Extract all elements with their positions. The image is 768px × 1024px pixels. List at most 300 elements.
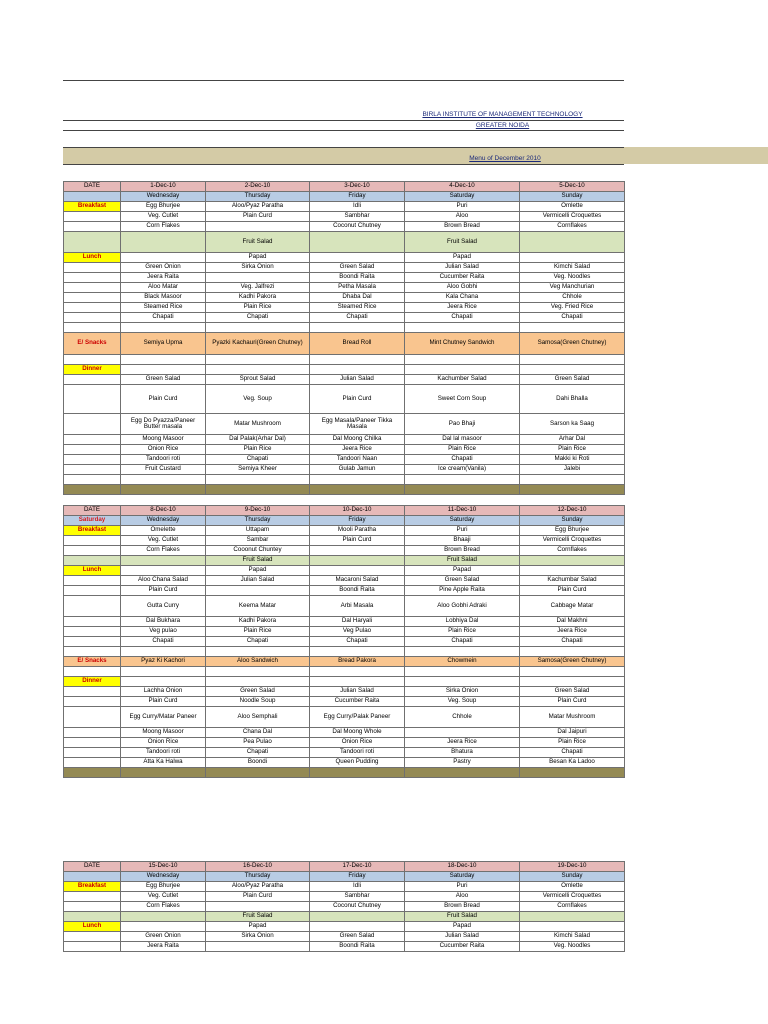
dish-cell [310,912,405,922]
row-label [64,313,121,323]
row-label [64,414,121,435]
dish-cell: Cornflakes [520,902,625,912]
dish-cell [520,912,625,922]
dish-cell: Dal Haryali [310,617,405,627]
row-label: DATE [64,182,121,192]
dish-cell: Boondi Raita [310,942,405,952]
dish-cell: Fruit Salad [405,556,520,566]
menu-row [64,677,625,687]
dish-cell: Kachumber Salad [405,375,520,385]
dish-cell: Sirka Onion [206,263,310,273]
row-label [64,485,121,495]
dish-cell [206,942,310,952]
dish-cell: Plain Rice [206,303,310,313]
dish-cell: Green Salad [520,375,625,385]
date-cell: 10-Dec-10 [310,506,405,516]
menu-row [64,283,625,293]
meal-label: Dinner [64,365,121,375]
dish-cell: Arhar Dal [520,435,625,445]
dish-cell: Steamed Rice [121,303,206,313]
row-label: Saturday [64,516,121,526]
menu-title: Menu of December 2010 [469,155,541,162]
dish-cell: Egg Bhurjee [121,202,206,212]
dish-cell: Aloo [405,212,520,222]
dish-cell: Vermicelli Croquettes [520,892,625,902]
menu-row [64,942,625,952]
dish-cell: Chapati [520,637,625,647]
dish-cell: Fruit Salad [206,912,310,922]
dish-cell [310,677,405,687]
dish-cell: Pea Pulao [206,738,310,748]
menu-row [64,212,625,222]
dish-cell: Chapati [206,455,310,465]
institute-location: GREATER NOIDA [475,122,530,129]
date-row [64,182,625,192]
dish-cell: Papad [206,922,310,932]
row-label [64,303,121,313]
menu-row [64,758,625,768]
dish-cell: Chapati [206,313,310,323]
dish-cell [121,323,206,333]
dish-cell [520,677,625,687]
dish-cell: Vermicelli Croquettes [520,536,625,546]
dish-cell: Cucumber Raita [405,942,520,952]
dish-cell [405,667,520,677]
title-band-edge [63,147,624,148]
menu-table-week-1 [63,181,625,495]
menu-row [64,902,625,912]
row-label [64,586,121,596]
dish-cell: Fruit Salad [405,912,520,922]
row-label [64,697,121,707]
dish-cell: Tandoori roti [310,748,405,758]
dish-cell: Aloo Gobhi [405,283,520,293]
dish-cell: Pine Apple Raita [405,586,520,596]
dish-cell: Jeera Rice [405,738,520,748]
row-label [64,273,121,283]
row-label [64,912,121,922]
dish-cell: Aloo Chana Salad [121,576,206,586]
dish-cell: Sirka Onion [206,932,310,942]
date-cell: 4-Dec-10 [405,182,520,192]
dish-cell: Cornflakes [520,222,625,232]
dish-cell: Bread Pakora [310,657,405,667]
dish-cell [121,912,206,922]
dish-cell: Onion Rice [121,738,206,748]
dish-cell [405,355,520,365]
row-label [64,232,121,253]
row-label [64,576,121,586]
row-label [64,707,121,728]
dish-cell [310,365,405,375]
dish-cell: Chowmein [405,657,520,667]
dish-cell: Sirka Onion [405,687,520,697]
dish-cell: Pyaz Ki Kachori [121,657,206,667]
dish-cell: Plain Curd [121,586,206,596]
dish-cell: Dahi Bhalla [520,385,625,414]
dish-cell: Boondi Raita [310,273,405,283]
meal-label: Lunch [64,253,121,263]
date-cell: 12-Dec-10 [520,506,625,516]
dish-cell: Tandoori roti [121,748,206,758]
dish-cell: Julian Salad [310,375,405,385]
title-band [63,147,768,164]
dish-cell: Kadhi Pakora [206,617,310,627]
dish-cell: Dal Palak(Arhar Dal) [206,435,310,445]
dish-cell: Green Onion [121,263,206,273]
dish-cell: Veg Manchurian [520,283,625,293]
dish-cell [310,768,405,778]
menu-row [64,202,625,212]
dish-cell: Julian Salad [206,576,310,586]
dish-cell: Chhole [520,293,625,303]
date-cell: 1-Dec-10 [121,182,206,192]
dish-cell: Papad [405,566,520,576]
meal-label: Dinner [64,677,121,687]
dish-cell [121,556,206,566]
row-label [64,596,121,617]
dish-cell: Veg. Noodles [520,273,625,283]
dish-cell [206,677,310,687]
dish-cell [121,647,206,657]
row-label [64,445,121,455]
menu-row [64,375,625,385]
institute-name: BIRLA INSTITUTE OF MANAGEMENT TECHNOLOGY [422,111,583,118]
dish-cell: Boondi [206,758,310,768]
dish-cell: Bread Roll [310,333,405,355]
dish-cell [520,475,625,485]
dish-cell: Veg. Soup [206,385,310,414]
dish-cell: Keema Matar [206,596,310,617]
dish-cell: Sprout Salad [206,375,310,385]
meal-label: Lunch [64,922,121,932]
dish-cell: Chapati [310,313,405,323]
menu-row [64,465,625,475]
dish-cell: Idli [310,202,405,212]
dish-cell: Corn Flakes [121,222,206,232]
dish-cell: Matar Mushroom [520,707,625,728]
weekday-row [64,516,625,526]
dish-cell [206,667,310,677]
dish-cell: Plain Curd [310,385,405,414]
dish-cell [206,902,310,912]
dish-cell: Aloo Sandwich [206,657,310,667]
row-label [64,283,121,293]
dish-cell: Papad [405,922,520,932]
dish-cell: Jeera Rice [520,627,625,637]
meal-label: E/ Snacks [64,333,121,355]
meal-label: E/ Snacks [64,657,121,667]
dish-cell [405,365,520,375]
dish-cell: Green Salad [206,687,310,697]
date-cell: 18-Dec-10 [405,862,520,872]
dish-cell: Plain Rice [405,445,520,455]
dish-cell [121,253,206,263]
dish-cell: Aloo Semphali [206,707,310,728]
dish-cell [310,556,405,566]
dish-cell: Cooonut Chuntey [206,546,310,556]
weekday-cell: Wednesday [121,516,206,526]
menu-row [64,566,625,576]
dish-cell: Queen Pudding [310,758,405,768]
dish-cell: Puri [405,526,520,536]
date-cell: 5-Dec-10 [520,182,625,192]
dish-cell: Chapati [121,637,206,647]
menu-row [64,657,625,667]
dish-cell: Ice cream(Vanila) [405,465,520,475]
dish-cell [206,273,310,283]
dish-cell: Brown Bread [405,902,520,912]
dish-cell: Bhatura [405,748,520,758]
dish-cell [520,556,625,566]
weekday-cell: Friday [310,516,405,526]
weekday-cell: Thursday [206,872,310,882]
menu-row [64,728,625,738]
header-rule [63,120,624,121]
dish-cell [520,566,625,576]
date-cell: 11-Dec-10 [405,506,520,516]
title-band-edge [63,164,624,165]
date-cell: 3-Dec-10 [310,182,405,192]
dish-cell: Omelette [121,526,206,536]
menu-row [64,697,625,707]
menu-row [64,707,625,728]
dish-cell: Mooli Paratha [310,526,405,536]
date-cell: 17-Dec-10 [310,862,405,872]
menu-row [64,475,625,485]
dish-cell [310,475,405,485]
dish-cell [206,647,310,657]
dish-cell [121,365,206,375]
dish-cell: Dal Moong Chilka [310,435,405,445]
dish-cell: Plain Curd [206,212,310,222]
date-cell: 8-Dec-10 [121,506,206,516]
row-label [64,637,121,647]
dish-cell: Cabbage Matar [520,596,625,617]
dish-cell: Chapati [520,748,625,758]
dish-cell: Chapati [405,637,520,647]
dish-cell: Plain Rice [520,445,625,455]
dish-cell: Noodle Soup [206,697,310,707]
dish-cell: Dal Moong Whole [310,728,405,738]
dish-cell [310,485,405,495]
dish-cell: Veg. Cutlet [121,212,206,222]
date-cell: 15-Dec-10 [121,862,206,872]
dish-cell [405,323,520,333]
header-rule [63,130,624,131]
dish-cell: Lobhiya Dal [405,617,520,627]
dish-cell: Onion Rice [121,445,206,455]
dish-cell: Green Salad [310,263,405,273]
dish-cell [405,647,520,657]
menu-row [64,738,625,748]
row-label [64,728,121,738]
menu-row [64,253,625,263]
dish-cell: Tandoori roti [121,455,206,465]
dish-cell: Chapati [206,637,310,647]
dish-cell: Papad [206,253,310,263]
date-cell: 2-Dec-10 [206,182,310,192]
dish-cell: Omlette [520,202,625,212]
dish-cell: Chhole [405,707,520,728]
dish-cell: Cucumber Raita [310,697,405,707]
dish-cell: Chapati [405,455,520,465]
dish-cell: Veg pulao [121,627,206,637]
dish-cell: Plain Rice [206,445,310,455]
dish-cell [405,475,520,485]
dish-cell: Pao Bhaji [405,414,520,435]
dish-cell: Pastry [405,758,520,768]
dish-cell: Moong Masoor [121,435,206,445]
row-label [64,738,121,748]
dish-cell: Aloo Matar [121,283,206,293]
dish-cell [121,475,206,485]
row-label [64,455,121,465]
dish-cell: Egg Bhurjee [520,526,625,536]
menu-row [64,293,625,303]
dish-cell [405,768,520,778]
dish-cell: Cornflakes [520,546,625,556]
dish-cell: Papad [206,566,310,576]
row-label [64,647,121,657]
dish-cell: Aloo/Pyaz Paratha [206,882,310,892]
dish-cell: Veg. Fried Rice [520,303,625,313]
date-cell: 16-Dec-10 [206,862,310,872]
row-label [64,536,121,546]
dish-cell: Idli [310,882,405,892]
row-label [64,355,121,365]
menu-row [64,526,625,536]
dish-cell: Aloo/Pyaz Paratha [206,202,310,212]
dish-cell: Plain Curd [310,536,405,546]
menu-row [64,263,625,273]
dish-cell [520,922,625,932]
dish-cell: Plain Curd [121,697,206,707]
menu-row [64,445,625,455]
dish-cell: Gulab Jamun [310,465,405,475]
row-label [64,465,121,475]
row-label: DATE [64,862,121,872]
dish-cell [206,323,310,333]
dish-cell: Egg Do Pyazza/Paneer Butter masala [121,414,206,435]
footer-band-row [64,485,625,495]
menu-row [64,323,625,333]
dish-cell [206,475,310,485]
dish-cell: Sarson ka Saag [520,414,625,435]
menu-row [64,355,625,365]
meal-label: Breakfast [64,526,121,536]
menu-row [64,313,625,323]
dish-cell: Corn Flakes [121,546,206,556]
dish-cell: Jeera Rice [405,303,520,313]
dish-cell: Jeera Raita [121,942,206,952]
dish-cell [310,667,405,677]
menu-row [64,647,625,657]
weekday-cell: Wednesday [121,192,206,202]
menu-row [64,922,625,932]
dish-cell [310,546,405,556]
dish-cell: Black Masoor [121,293,206,303]
dish-cell [520,355,625,365]
dish-cell: Sambhar [310,212,405,222]
menu-table-week-2 [63,505,625,778]
dish-cell: Lachha Onion [121,687,206,697]
dish-cell: Egg Bhurjee [121,882,206,892]
dish-cell: Samosa(Green Chutney) [520,333,625,355]
menu-row [64,586,625,596]
menu-row [64,222,625,232]
row-label [64,263,121,273]
footer-band-row [64,768,625,778]
row-label [64,475,121,485]
dish-cell [121,232,206,253]
menu-row [64,333,625,355]
menu-row [64,414,625,435]
menu-row [64,576,625,586]
row-label [64,222,121,232]
row-label [64,556,121,566]
dish-cell: Bhaaji [405,536,520,546]
dish-cell: Aloo [405,892,520,902]
dish-cell: Puri [405,202,520,212]
dish-cell: Chana Dal [206,728,310,738]
dish-cell: Veg. Jalfrezi [206,283,310,293]
row-label [64,768,121,778]
dish-cell: Plain Rice [206,627,310,637]
row-label [64,687,121,697]
menu-row [64,627,625,637]
dish-cell: Omlette [520,882,625,892]
dish-cell: Gutta Curry [121,596,206,617]
dish-cell: Chapati [121,313,206,323]
meal-label: Breakfast [64,882,121,892]
dish-cell: Kala Chana [405,293,520,303]
dish-cell: Sambhar [310,892,405,902]
dish-cell: Egg Curry/Palak Paneer [310,707,405,728]
weekday-cell: Friday [310,192,405,202]
weekday-cell: Saturday [405,872,520,882]
row-label [64,627,121,637]
dish-cell: Atta Ka Halwa [121,758,206,768]
row-label [64,892,121,902]
menu-row [64,435,625,445]
dish-cell [520,667,625,677]
dish-cell: Green Onion [121,932,206,942]
dish-cell: Besan Ka Ladoo [520,758,625,768]
weekday-cell: Thursday [206,516,310,526]
dish-cell [310,647,405,657]
dish-cell: Pyazki Kachauri(Green Chutney) [206,333,310,355]
dish-cell: Dal Bukhara [121,617,206,627]
dish-cell [520,365,625,375]
weekday-row [64,192,625,202]
menu-row [64,536,625,546]
weekday-cell: Wednesday [121,872,206,882]
weekday-cell: Thursday [206,192,310,202]
row-label [64,942,121,952]
dish-cell: Green Salad [520,687,625,697]
dish-cell: Plain Curd [206,892,310,902]
weekday-cell: Friday [310,872,405,882]
dish-cell: Brown Bread [405,222,520,232]
row-label [64,192,121,202]
dish-cell: Green Salad [405,576,520,586]
dish-cell: Puri [405,882,520,892]
dish-cell: Makki ki Roti [520,455,625,465]
weekday-cell: Saturday [405,516,520,526]
dish-cell [206,222,310,232]
dish-cell: Dal lal masoor [405,435,520,445]
